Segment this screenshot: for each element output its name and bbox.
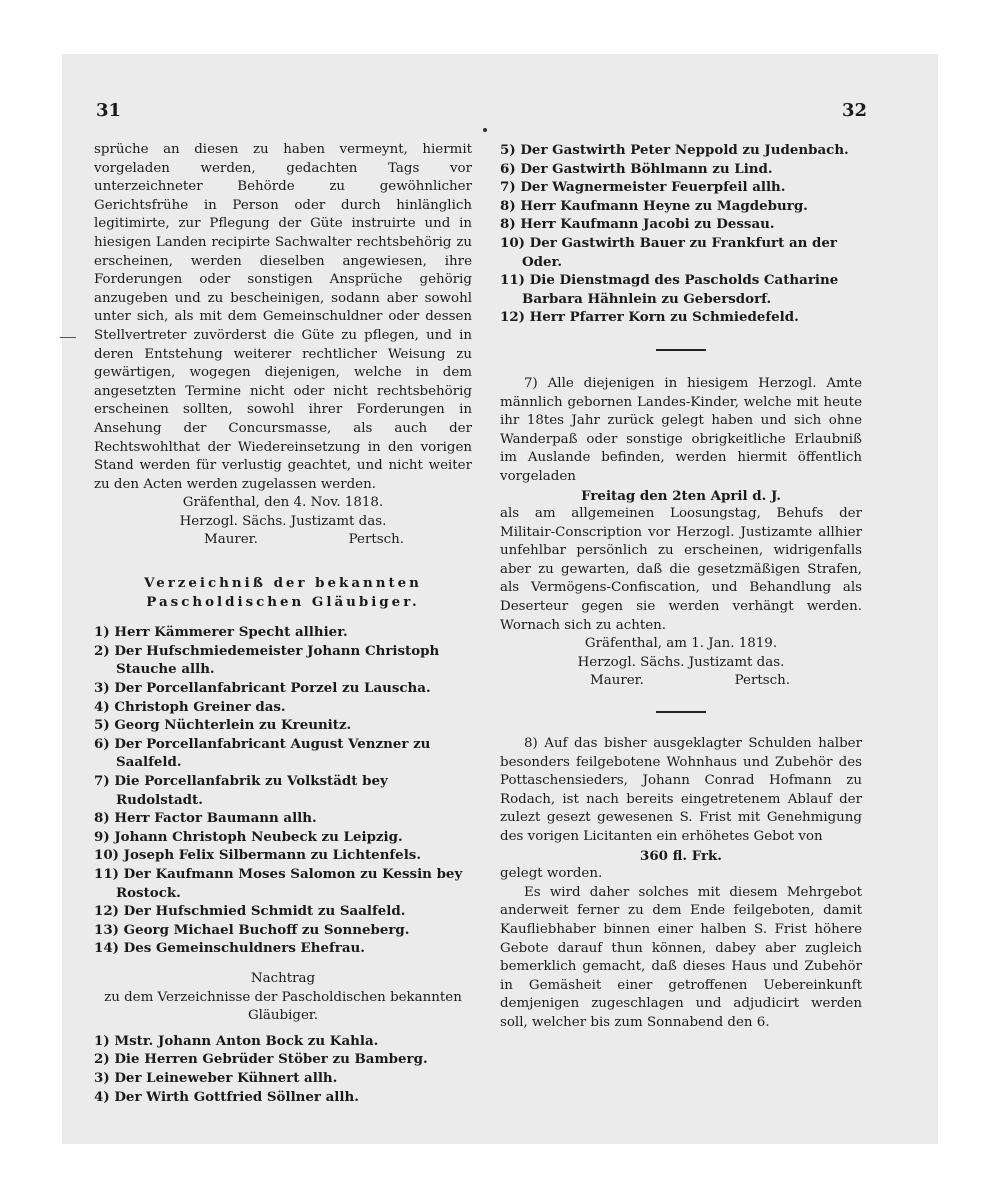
notice-8-continuation: Es wird daher solches mit diesem Mehrgebot anderweit ferner zu dem Ende feilgeboten, damit Kaufliebhaber binnen einer halben S. Frist höhere Gebote darauf thun können, dabey aber zugleich bemerklich gemacht, daß dieses Haus und Zubehör in Gemäsheit einer getroffenen Uebereinkunft demjenigen zugeschlagen und adjudicirt werden soll, welcher bis zum Sonnabend den 6.	[500, 884, 862, 1030]
list-item: 7) Der Wagnermeister Feuerpfeil allh.	[500, 179, 786, 196]
creditor-list-continued	[500, 141, 862, 327]
list-item: 10) Joseph Felix Silbermann zu Lichtenfels.	[94, 847, 421, 864]
list-item: 11) Der Kaufmann Moses Salomon zu Kessin bey Rostock.	[94, 865, 463, 901]
notice-7-continuation: als am allgemeinen Loosungstag, Behufs der Militair-Conscription vor Herzogl. Justizamte allhier unfehlbar persönlich zu erscheinen, widrigenfalls aber zu gewarten, daß die gesetzmäßigen Strafen, als Vermögens-Confiscation, und Behandlung als Deserteur gegen sie werden verhängt werden. Wornach sich zu achten.	[500, 506, 862, 633]
list-item: 8) Herr Factor Baumann allh.	[94, 810, 317, 827]
left-column	[94, 141, 472, 1106]
list-item: 3) Der Porcellanfabricant Porzel zu Lauscha.	[94, 680, 431, 697]
list-item: 4) Christoph Greiner das.	[94, 698, 286, 715]
nachtrag-title: Nachtrag	[250, 970, 316, 986]
list-item: 12) Herr Pfarrer Korn zu Schmiedefeld.	[500, 309, 799, 326]
nachtrag-list	[94, 1032, 472, 1106]
list-item: 1) Mstr. Johann Anton Bock zu Kahla.	[94, 1032, 379, 1049]
creditor-list-title: Verzeichniß der bekannten Pascholdischen Gläubiger.	[144, 575, 422, 610]
list-item: 12) Der Hufschmied Schmidt zu Saalfeld.	[94, 903, 406, 920]
center-dot-mark	[483, 128, 487, 132]
notice-7-place-date: Gräfenthal, am 1. Jan. 1819.	[584, 636, 778, 652]
notice-authority: Herzogl. Sächs. Justizamt das.	[179, 513, 387, 529]
list-item: 8) Herr Kaufmann Heyne zu Magdeburg.	[500, 197, 808, 214]
notice-7-signature-row	[590, 672, 790, 691]
list-item: 13) Georg Michael Buchoff zu Sonneberg.	[94, 921, 410, 938]
continuation-paragraph: sprüche an diesen zu haben vermeynt, hiermit vorgeladen werden, gedachten Tags vor unterzeichneter Behörde zu gewöhnlicher Gerichtsfrühe in Person oder durch hinlänglich legitimirte, zur Pflegung der Güte instruirte und in hiesigen Landen recipirte Sachwalter rechtsbehörig zu erscheinen, werden dieselben angewiesen, ihre Forderungen oder sonstigen Ansprüche gehörig anzugeben und zu bescheinigen, sodann aber sowohl unter sich, als mit dem Gemeinschuldner oder dessen Stellvertreter zuvörderst die Güte zu pflegen, und in deren Entstehung weiterer rechtlicher Weisung zu gewärtigen, wogegen diejenigen, welche in dem angesetzten Termine nicht oder nicht rechtsbehörig erscheinen sollten, sowohl ihrer Forderungen in Ansehung der Concursmasse, als auch der Rechtswohlthat der Wiedereinsetzung in den vorigen Stand werden für verlustig geachtet, und nicht weiter zu den Acten werden zugelassen werden.	[94, 142, 472, 492]
notice-8-amount: 360 fl. Frk.	[640, 847, 722, 864]
signature-row	[204, 531, 404, 550]
list-item: 5) Georg Nüchterlein zu Kreunitz.	[94, 717, 352, 734]
creditor-list	[94, 623, 472, 958]
list-item: 2) Die Herren Gebrüder Stöber zu Bamberg.	[94, 1051, 428, 1068]
notice-8-gelegt: gelegt worden.	[500, 866, 603, 882]
signature-maurer: Maurer.	[590, 673, 644, 689]
list-item: 9) Johann Christoph Neubeck zu Leipzig.	[94, 828, 403, 845]
list-item: 4) Der Wirth Gottfried Söllner allh.	[94, 1088, 359, 1105]
list-item: 3) Der Leineweber Kühnert allh.	[94, 1069, 338, 1086]
list-item: 11) Die Dienstmagd des Pascholds Catharine Barbara Hähnlein zu Gebersdorf.	[500, 272, 839, 307]
page-number-left: 31	[96, 100, 122, 121]
signature-maurer: Maurer.	[204, 532, 258, 548]
section-divider	[656, 711, 706, 713]
nachtrag-subtitle: zu dem Verzeichnisse der Pascholdischen bekannten Gläubiger.	[104, 989, 462, 1024]
list-item: 5) Der Gastwirth Peter Neppold zu Judenbach.	[500, 142, 849, 158]
list-item: 10) Der Gastwirth Bauer zu Frankfurt an der Oder.	[500, 234, 837, 270]
signature-pertsch: Pertsch.	[348, 532, 404, 548]
list-item: 2) Der Hufschmiedemeister Johann Christoph Stauche allh.	[94, 642, 440, 678]
list-item: 1) Herr Kämmerer Specht allhier.	[94, 624, 348, 641]
page-number-right: 32	[842, 100, 868, 121]
list-item: 14) Des Gemeinschuldners Ehefrau.	[94, 940, 365, 957]
signature-pertsch: Pertsch.	[734, 673, 790, 689]
section-divider	[656, 349, 706, 351]
notice-date: Gräfenthal, den 4. Nov. 1818.	[182, 495, 384, 511]
list-item: 8) Herr Kaufmann Jacobi zu Dessau.	[500, 216, 775, 233]
list-item: 6) Der Porcellanfabricant August Venzner zu Saalfeld.	[94, 735, 431, 771]
notice-8-body: 8) Auf das bisher ausgeklagter Schulden halber besonders feilgebotene Wohnhaus und Zubehör des Pottaschensieders, Johann Conrad Hofmann zu Rodach, ist nach bereits eingetretenem Ablauf der zulezt gesezt gewesenen S. Frist mit Genehmigung des vorigen Licitanten ein erhöhetes Gebot von	[500, 736, 862, 844]
margin-tick-mark	[60, 337, 76, 338]
list-item: 7) Die Porcellanfabrik zu Volkstädt bey Rudolstadt.	[94, 773, 388, 808]
notice-7-authority: Herzogl. Sächs. Justizamt das.	[577, 654, 785, 670]
right-column	[500, 141, 862, 1033]
notice-7-date: Freitag den 2ten April d. J.	[581, 487, 781, 504]
list-item: 6) Der Gastwirth Böhlmann zu Lind.	[500, 160, 773, 177]
notice-7-body: 7) Alle diejenigen in hiesigem Herzogl. Amte männlich gebornen Landes-Kinder, welche mit heute ihr 18tes Jahr zurück gelegt haben und sich ohne Wanderpaß oder sonstige obrigkeitliche Erlaubniß im Auslande befinden, werden hiermit öffentlich vorgeladen	[500, 375, 862, 484]
